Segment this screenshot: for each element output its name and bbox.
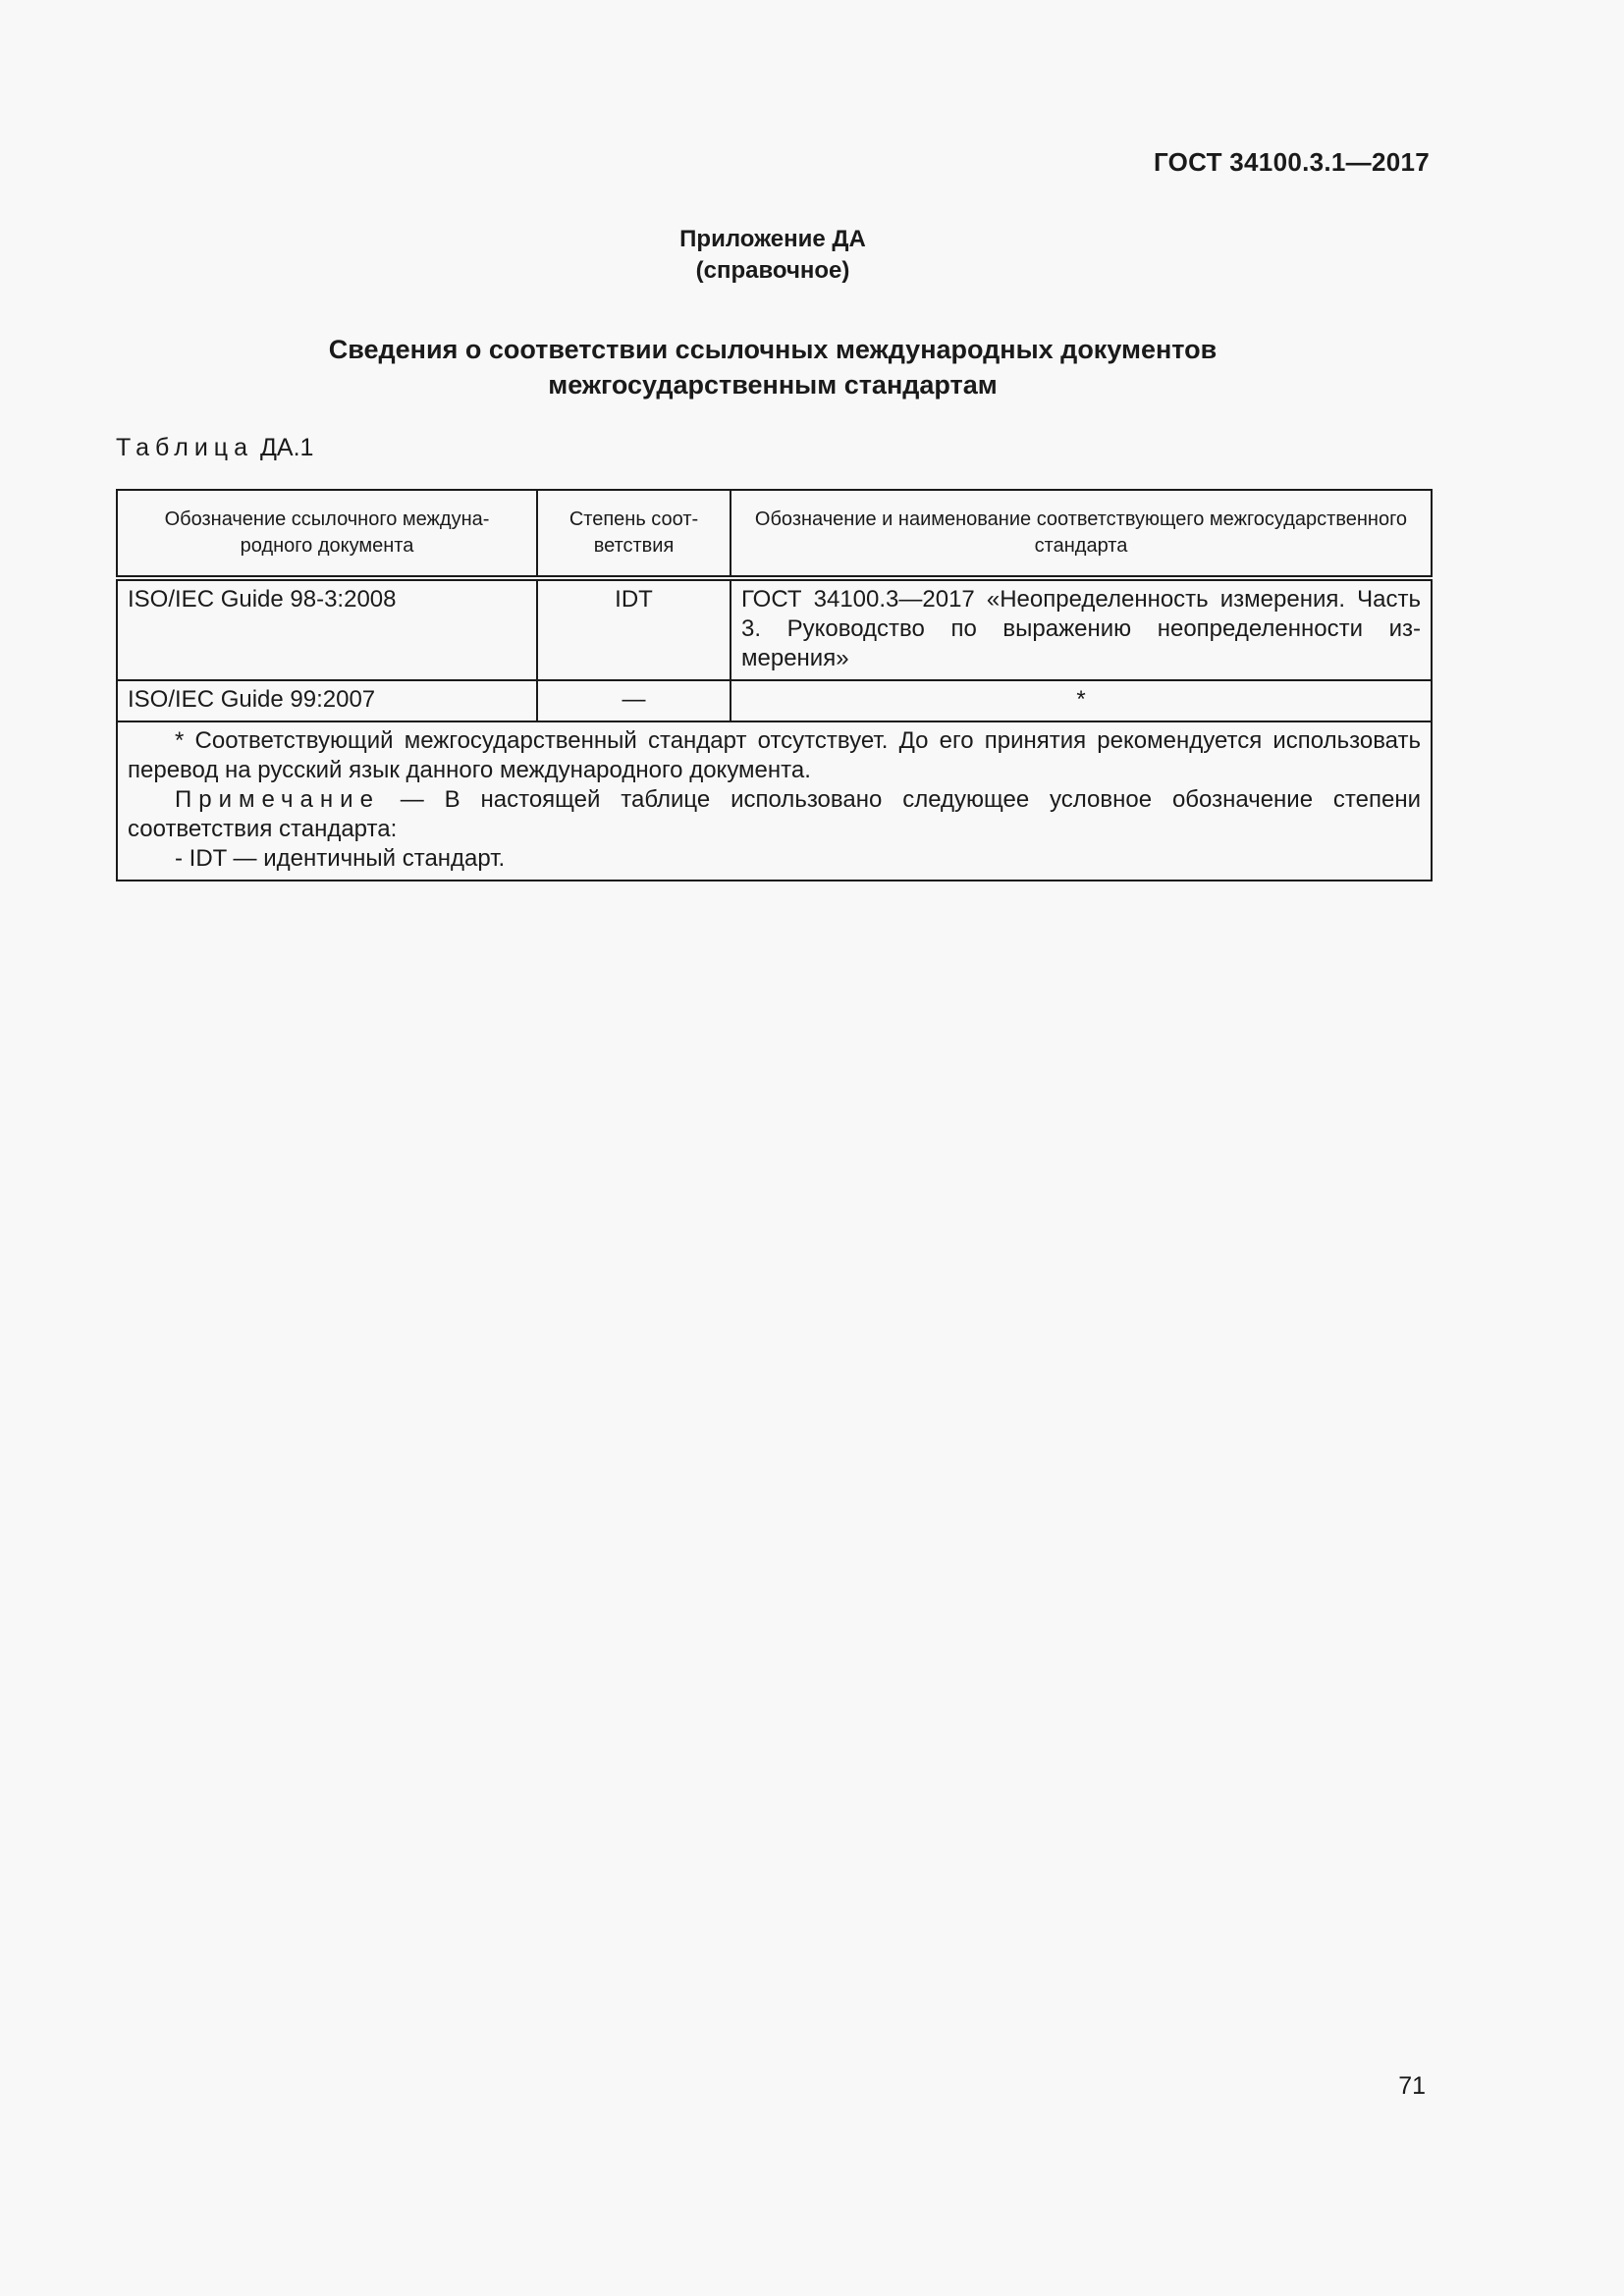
- footnote: * Соответствующий межгосударственный стандарт отсутствует. До его принятия рекомендуется использовать перевод на русский язык данного международного документа.: [128, 727, 1421, 783]
- note-text: — В настоящей таблице использовано следующее условное обозначение степени соответствия стандарта:: [128, 786, 1421, 842]
- section-title-line-2: межгосударственным стандартам: [548, 370, 998, 400]
- section-title-line-1: Сведения о соответствии ссылочных международных документов: [328, 335, 1218, 364]
- standard-designation: ГОСТ 34100.3.1—2017: [1153, 147, 1430, 177]
- reference-cell: ISO/IEC Guide 99:2007: [117, 680, 537, 721]
- table-row: [117, 680, 1432, 721]
- table-caption-word: Таблица: [116, 434, 254, 461]
- page-number: 71: [1398, 2072, 1426, 2100]
- table-notes: [117, 721, 1432, 881]
- column-header-degree: Степень соот-ветствия: [537, 490, 731, 578]
- note-list-item: - IDT — идентичный стандарт.: [175, 845, 506, 872]
- correspondence-table: [116, 489, 1433, 881]
- column-header-standard: Обозначение и наименование соответствующего межгосударственного стандарта: [731, 490, 1432, 578]
- annex-heading: [0, 224, 1545, 287]
- note-label: Примечание: [175, 786, 380, 813]
- note: [128, 785, 1421, 844]
- column-header-reference: Обозначение ссылочного междуна-родного документа: [117, 490, 537, 578]
- standard-cell: *: [731, 680, 1432, 721]
- annex-status: (справочное): [695, 257, 850, 284]
- annex-title: Приложение ДА: [679, 226, 866, 252]
- reference-cell: ISO/IEC Guide 98-3:2008: [117, 578, 537, 680]
- degree-cell: IDT: [537, 578, 731, 680]
- table-notes-row: [117, 721, 1432, 881]
- section-title: [0, 332, 1545, 402]
- table-row: [117, 578, 1432, 680]
- degree-cell: —: [537, 680, 731, 721]
- table-caption-number: ДА.1: [259, 434, 314, 461]
- table-header-row: [117, 490, 1432, 578]
- table-caption: [116, 434, 313, 462]
- standard-cell: ГОСТ 34100.3—2017 «Неопределенность измерения. Часть 3. Руководство по выражению неопределенности из-мерения»: [731, 578, 1432, 680]
